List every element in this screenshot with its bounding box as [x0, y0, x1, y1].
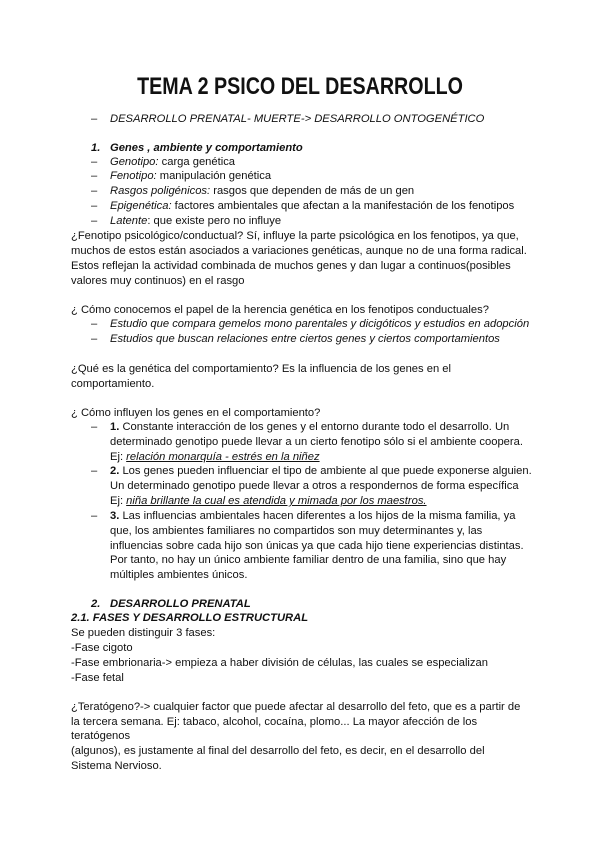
- bullet-dash: –: [91, 510, 98, 522]
- section-2-heading: DESARROLLO PRENATAL: [110, 598, 251, 610]
- section-1-heading: Genes , ambiente y comportamiento: [110, 142, 303, 154]
- section-2-number: 2.: [91, 598, 101, 610]
- paragraph-line: teratógenos: [71, 730, 131, 742]
- definition-item: Epigenética: factores ambientales que afectan a la manifestación de los fenotipos: [110, 200, 515, 212]
- question-line: comportamiento.: [71, 378, 155, 390]
- bullet-dash: –: [91, 318, 98, 330]
- question-line: ¿Qué es la genética del comportamiento? Es la influencia de los genes en el: [71, 363, 451, 375]
- paragraph-line: la tercera semana. Ej: tabaco, alcohol, cocaína, plomo... La mayor afección de los: [71, 716, 478, 728]
- paragraph-line: ¿Teratógeno?-> cualquier factor que puede afectar al desarrollo del feto, que es a partir de: [71, 701, 521, 713]
- example-line: Ej: niña brillante la cual es atendida y mimada por los maestros.: [110, 495, 427, 507]
- influence-line: Un determinado genotipo puede llevar a otros a respondernos de forma específica: [110, 480, 519, 492]
- definition-item: Latente: que existe pero no influye: [110, 215, 282, 227]
- bullet-dash: –: [91, 185, 98, 197]
- intro-item: DESARROLLO PRENATAL- MUERTE-> DESARROLLO ONTOGENÉTICO: [110, 113, 485, 125]
- bullet-dash: –: [91, 421, 98, 433]
- influence-item: 2. Los genes pueden influenciar el tipo de ambiente al que puede exponerse alguien.: [110, 465, 532, 477]
- paragraph-line: Estos reflejan la actividad combinada de muchos genes y dan lugar a continuos(posibles: [71, 260, 511, 272]
- influence-line: determinado genotipo puede llevar a un cierto fenotipo sólo si el ambiente coopera.: [110, 436, 523, 448]
- influence-line: influencias sobre cada hijo son únicas ya que cada hijo tiene experiencias distintas.: [110, 540, 524, 552]
- paragraph-line: valores muy continuos) en el rasgo: [71, 275, 245, 287]
- influence-line: Por tanto, no hay un único ambiente familiar dentro de una familia, sino que hay: [110, 554, 507, 566]
- example-line: Ej: relación monarquía - estrés en la niñez: [110, 451, 320, 463]
- influence-line: múltiples ambientes únicos.: [110, 569, 248, 581]
- definition-item: Rasgos poligénicos: rasgos que dependen de más de un gen: [110, 185, 415, 197]
- phase-line: Se pueden distinguir 3 fases:: [71, 627, 216, 639]
- phase-line: -Fase cigoto: [71, 642, 133, 654]
- bullet-dash: –: [91, 170, 98, 182]
- paragraph-line: (algunos), es justamente al final del desarrollo del feto, es decir, en el desarrollo del: [71, 745, 485, 757]
- bullet-dash: –: [91, 113, 98, 125]
- bullet-dash: –: [91, 215, 98, 227]
- definition-item: Fenotipo: manipulación genética: [110, 170, 272, 182]
- influence-item: 1. Constante interacción de los genes y el entorno durante todo el desarrollo. Un: [110, 421, 510, 433]
- paragraph-line: ¿Fenotipo psicológico/conductual? Sí, influye la parte psicológica en los fenotipos, ya que,: [71, 230, 519, 242]
- bullet-dash: –: [91, 333, 98, 345]
- definition-item: Genotipo: carga genética: [110, 156, 236, 168]
- bullet-dash: –: [91, 465, 98, 477]
- phase-line: -Fase embrionaria-> empieza a haber división de células, las cuales se especializan: [71, 657, 488, 669]
- subsection-heading: 2.1. FASES Y DESARROLLO ESTRUCTURAL: [71, 612, 309, 624]
- influence-line: que, los ambientes familiares no compartidos son muy determinantes y, las: [110, 525, 483, 537]
- paragraph-line: muchos de estos están asociados a variaciones genéticas, aunque no de una forma radical.: [71, 245, 527, 257]
- section-1-number: 1.: [91, 142, 101, 154]
- paragraph-line: Sistema Nervioso.: [71, 760, 162, 772]
- question-line: ¿ Cómo conocemos el papel de la herencia genética en los fenotipos conductuales?: [71, 304, 489, 316]
- bullet-dash: –: [91, 200, 98, 212]
- phase-line: -Fase fetal: [71, 672, 124, 684]
- page-title: TEMA 2 PSICO DEL DESARROLLO: [137, 73, 463, 100]
- study-item: Estudios que buscan relaciones entre ciertos genes y ciertos comportamientos: [110, 333, 500, 345]
- bullet-dash: –: [91, 156, 98, 168]
- question-line: ¿ Cómo influyen los genes en el comportamiento?: [71, 407, 321, 419]
- study-item: Estudio que compara gemelos mono parentales y dicigóticos y estudios en adopción: [110, 318, 530, 330]
- influence-item: 3. Las influencias ambientales hacen diferentes a los hijos de la misma familia, ya: [110, 510, 516, 522]
